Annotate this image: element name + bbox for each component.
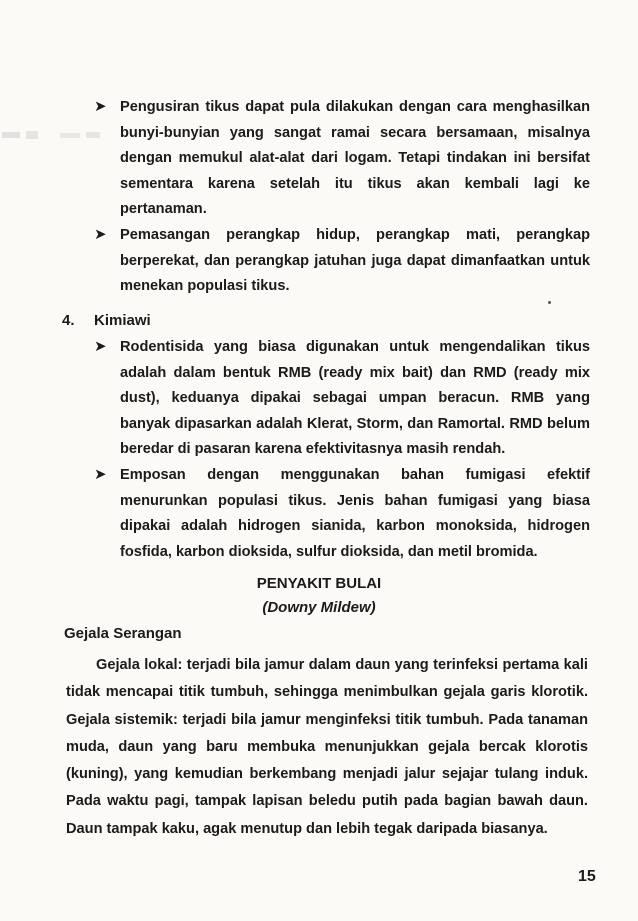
bullet-text: Pengusiran tikus dapat pula dilakukan dengan cara menghasilkan bunyi-bunyian yang sangat ramai secara bersamaan, misalnya dengan memukul alat-alat dari logam. Tetapi tindakan ini bersifat sementara karena setelah itu tikus akan kembali lagi ke pertanaman. <box>120 99 590 217</box>
body-paragraph: Gejala lokal: terjadi bila jamur dalam daun yang terinfeksi pertama kali tidak mencapai titik tumbuh, sehingga menimbulkan gejala garis klorotik. Gejala sistemik: terjadi bila jamur menginfeksi titik tumbuh. Pada tanaman muda, daun yang baru membuka menunjukkan gejala bercak klorotis (kuning), yang kemudian berkembang menjadi jalur sejajar tulang induk. Pada waktu pagi, tampak lapisan beledu putih pada bagian bawah daun. Daun tampak kaku, agak menutup dan lebih tegak daripada biasanya. <box>66 657 588 837</box>
scan-speck <box>548 301 551 304</box>
arrowhead-bullet-icon: ➤ <box>94 338 107 355</box>
bullet-text: Emposan dengan menggunakan bahan fumigasi efektif menurunkan populasi tikus. Jenis bahan fumigasi yang biasa dipakai adalah hidrogen sianida, karbon monoksida, hidrogen fosfida, karbon dioksida, sulfur dioksida, dan metil bromida. <box>120 467 590 560</box>
section-title: Kimiawi <box>94 312 151 329</box>
disease-subtitle: (Downy Mildew) <box>262 599 376 616</box>
bullet-item-perangkap <box>94 223 590 300</box>
section-number: 4. <box>62 312 75 329</box>
bullet-item-emposan <box>94 463 590 565</box>
disease-title: PENYAKIT BULAI <box>256 575 382 592</box>
page-number: 15 <box>578 868 596 885</box>
bullet-item-pengusiran <box>94 95 590 223</box>
bullet-item-rodentisida <box>94 335 590 463</box>
arrowhead-bullet-icon: ➤ <box>94 98 107 115</box>
section-heading <box>62 311 151 331</box>
subheading-gejala-serangan: Gejala Serangan <box>64 625 182 642</box>
arrowhead-bullet-icon: ➤ <box>94 226 107 243</box>
arrowhead-bullet-icon: ➤ <box>94 466 107 483</box>
bullet-text: Pemasangan perangkap hidup, perangkap mati, perangkap berperekat, dan perangkap jatuhan juga dapat dimanfaatkan untuk menekan populasi tikus. <box>120 227 590 294</box>
bullet-text: Rodentisida yang biasa digunakan untuk mengendalikan tikus adalah dalam bentuk RMB (ready mix bait) dan RMD (ready mix dust), keduanya dipakai sebagai umpan beracun. RMB yang banyak dipasarkan adalah Klerat, Storm, dan Ramortal. RMD belum beredar di pasaran karena efektivitasnya masih rendah. <box>120 339 590 457</box>
